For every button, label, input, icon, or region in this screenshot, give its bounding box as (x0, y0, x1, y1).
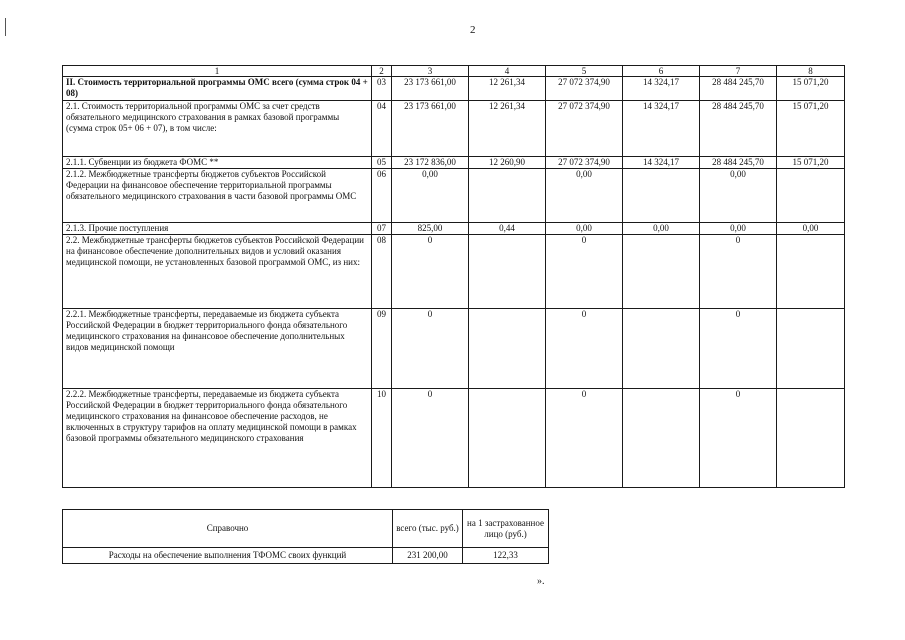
table-row (63, 309, 845, 389)
value-cell: 0 (546, 389, 623, 488)
column-header: 3 (392, 66, 469, 77)
scan-edge-mark (5, 18, 6, 36)
value-cell: 825,00 (392, 223, 469, 235)
value-cell: 28 484 245,70 (700, 77, 777, 101)
value-cell: 0,00 (700, 223, 777, 235)
value-cell: 14 324,17 (623, 157, 700, 169)
value-cell: 0,00 (700, 169, 777, 223)
value-cell (469, 169, 546, 223)
value-cell (623, 169, 700, 223)
value-cell (777, 309, 845, 389)
value-cell (469, 389, 546, 488)
row-code: 03 (372, 77, 392, 101)
reference-row-name: Расходы на обеспечение выполнения ТФОМС своих функций (63, 548, 393, 564)
reference-col-per-person: на 1 застрахованное лицо (руб.) (463, 510, 549, 548)
row-name: 2.2.1. Межбюджетные трансферты, передаваемые из бюджета субъекта Российской Федерации в бюджет территориального фонда обязательного медицинского страхования на финансовое обеспечение дополнительных видов медицинской помощи (63, 309, 372, 389)
table-row (63, 235, 845, 309)
row-code: 07 (372, 223, 392, 235)
row-name: 2.1.1. Субвенции из бюджета ФОМС ** (63, 157, 372, 169)
value-cell: 0,00 (546, 169, 623, 223)
value-cell (623, 309, 700, 389)
table-row (63, 223, 845, 235)
value-cell: 0,44 (469, 223, 546, 235)
reference-table (62, 509, 549, 564)
reference-total-value: 231 200,00 (393, 548, 463, 564)
row-code: 05 (372, 157, 392, 169)
value-cell: 0 (392, 309, 469, 389)
value-cell: 0,00 (777, 223, 845, 235)
column-header: 5 (546, 66, 623, 77)
row-code: 08 (372, 235, 392, 309)
reference-row (63, 548, 549, 564)
table-row (63, 77, 845, 101)
column-header: 8 (777, 66, 845, 77)
value-cell (623, 389, 700, 488)
value-cell: 0 (392, 389, 469, 488)
row-code: 09 (372, 309, 392, 389)
value-cell: 0,00 (546, 223, 623, 235)
value-cell: 0 (392, 235, 469, 309)
value-cell: 0,00 (392, 169, 469, 223)
value-cell (469, 309, 546, 389)
main-table (62, 65, 845, 488)
closing-quote-mark: ». (537, 576, 545, 587)
row-name: 2.1. Стоимость территориальной программы ОМС за счет средств обязательного медицинского страхования в рамках базовой программы (сумма строк 05+ 06 + 07), в том числе: (63, 101, 372, 157)
value-cell (777, 169, 845, 223)
value-cell: 0 (700, 389, 777, 488)
row-code: 10 (372, 389, 392, 488)
table-row (63, 169, 845, 223)
value-cell (623, 235, 700, 309)
value-cell: 0,00 (623, 223, 700, 235)
value-cell: 27 072 374,90 (546, 77, 623, 101)
column-header: 1 (63, 66, 372, 77)
row-code: 06 (372, 169, 392, 223)
reference-header-row (63, 510, 549, 548)
row-name: 2.2.2. Межбюджетные трансферты, передаваемые из бюджета субъекта Российской Федерации в бюджет территориального фонда обязательного медицинского страхования на финансовое обеспечение расходов, не включенных в структуру тарифов на оплату медицинской помощи в рамках базовой программы обязательного медицинского страхования (63, 389, 372, 488)
value-cell: 0 (546, 235, 623, 309)
row-name: 2.2. Межбюджетные трансферты бюджетов субъектов Российской Федерации на финансовое обеспечение дополнительных видов и условий оказания медицинской помощи, не установленных базовой программой ОМС, из них: (63, 235, 372, 309)
value-cell: 12 260,90 (469, 157, 546, 169)
column-header: 7 (700, 66, 777, 77)
value-cell: 0 (700, 309, 777, 389)
reference-label: Справочно (63, 510, 393, 548)
value-cell: 0 (546, 309, 623, 389)
table-header-row (63, 66, 845, 77)
value-cell: 27 072 374,90 (546, 157, 623, 169)
value-cell: 12 261,34 (469, 77, 546, 101)
table-row (63, 157, 845, 169)
value-cell (777, 235, 845, 309)
row-code: 04 (372, 101, 392, 157)
value-cell: 28 484 245,70 (700, 157, 777, 169)
value-cell: 15 071,20 (777, 101, 845, 157)
value-cell: 23 173 661,00 (392, 77, 469, 101)
value-cell: 23 173 661,00 (392, 101, 469, 157)
page-number: 2 (470, 24, 476, 36)
value-cell: 15 071,20 (777, 77, 845, 101)
table-row (63, 101, 845, 157)
row-name: 2.1.2. Межбюджетные трансферты бюджетов субъектов Российской Федерации на финансовое обеспечение территориальной программы обязательного медицинского страхования в части базовой программы ОМС (63, 169, 372, 223)
value-cell (777, 389, 845, 488)
value-cell: 14 324,17 (623, 101, 700, 157)
value-cell: 14 324,17 (623, 77, 700, 101)
reference-per-person-value: 122,33 (463, 548, 549, 564)
column-header: 6 (623, 66, 700, 77)
value-cell: 12 261,34 (469, 101, 546, 157)
row-name: II. Стоимость территориальной программы ОМС всего (сумма строк 04 + 08) (63, 77, 372, 101)
table-row (63, 389, 845, 488)
value-cell: 15 071,20 (777, 157, 845, 169)
value-cell: 23 172 836,00 (392, 157, 469, 169)
reference-col-total: всего (тыс. руб.) (393, 510, 463, 548)
value-cell (469, 235, 546, 309)
row-name: 2.1.3. Прочие поступления (63, 223, 372, 235)
value-cell: 28 484 245,70 (700, 101, 777, 157)
value-cell: 0 (700, 235, 777, 309)
value-cell: 27 072 374,90 (546, 101, 623, 157)
column-header: 4 (469, 66, 546, 77)
column-header: 2 (372, 66, 392, 77)
